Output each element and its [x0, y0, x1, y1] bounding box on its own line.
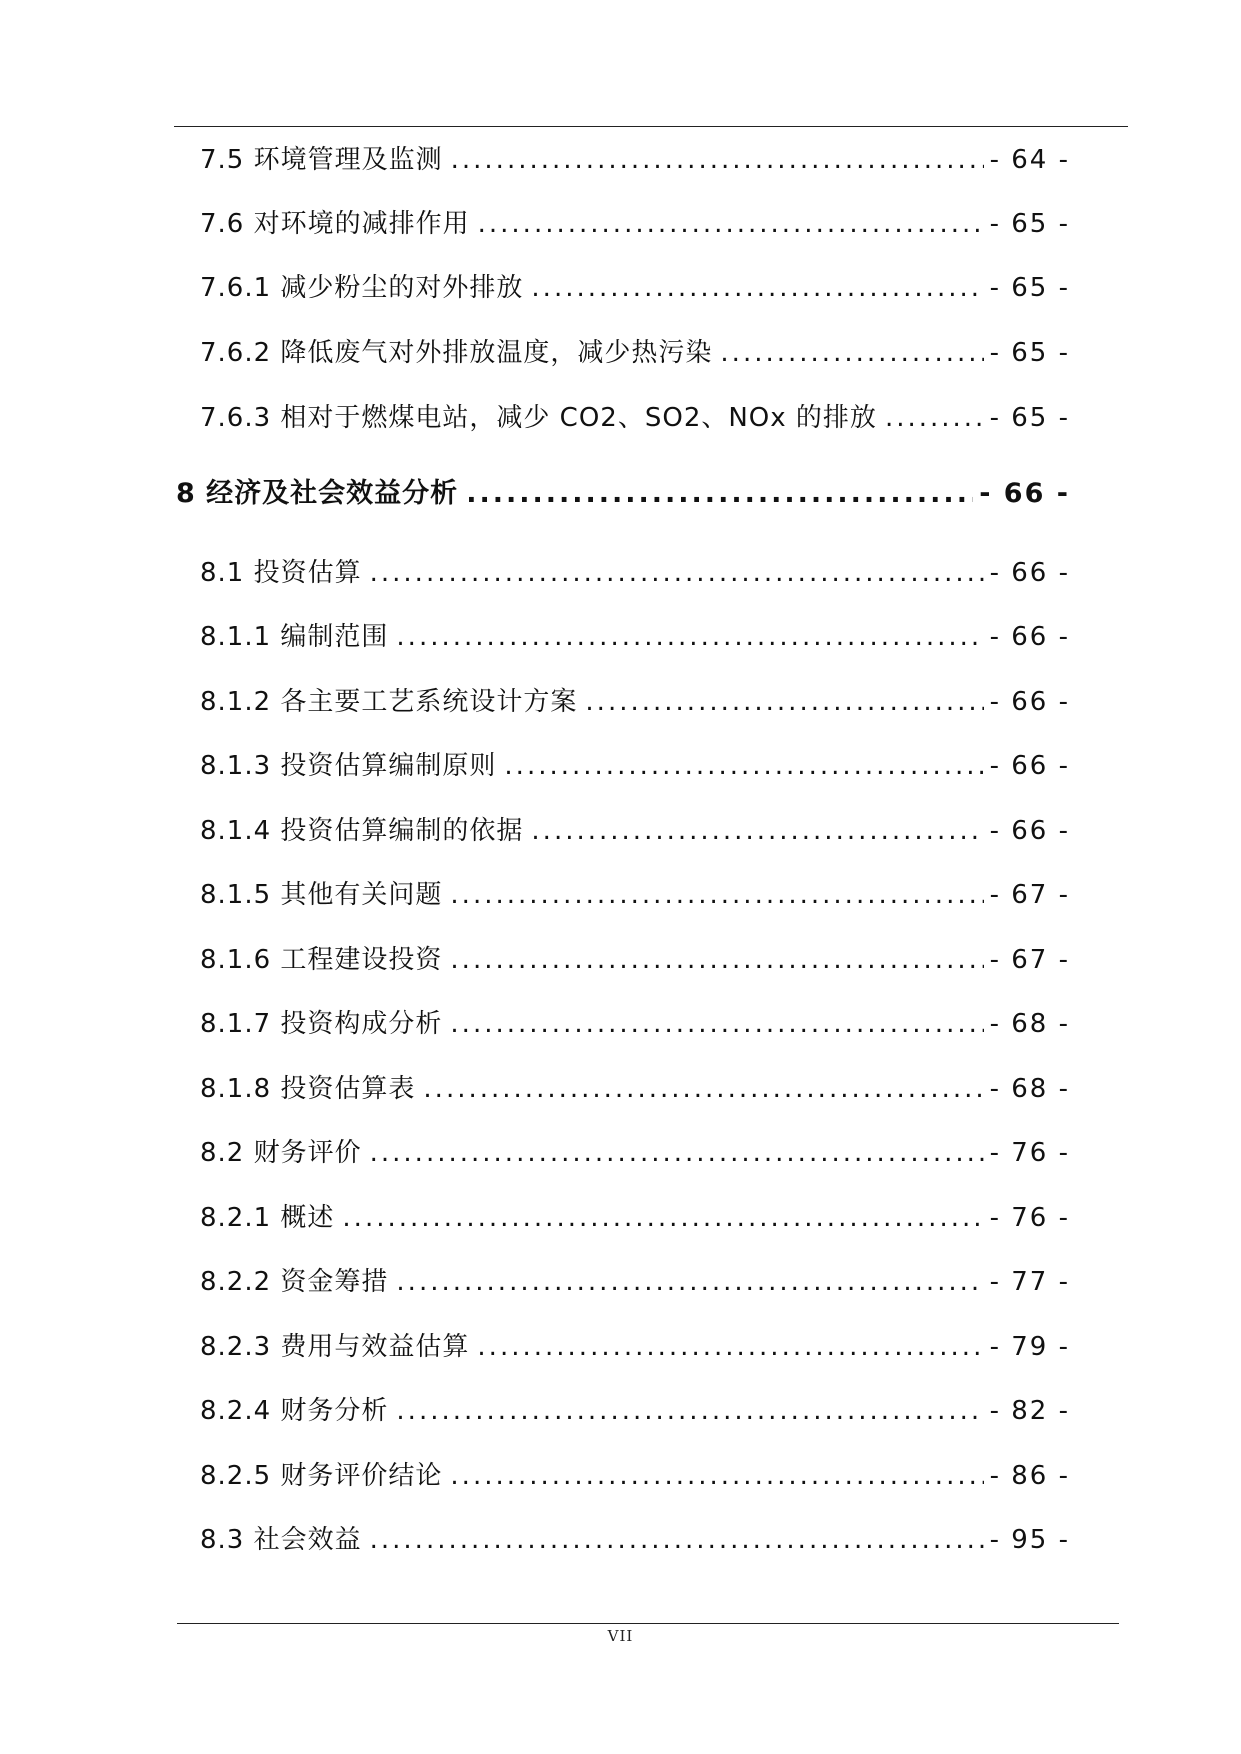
toc-entry[interactable] [200, 335, 1070, 371]
toc-leader-dots [370, 555, 984, 591]
toc-entry-page: - 79 - [989, 1332, 1070, 1362]
toc-entry-title: 8.1.4 投资估算编制的依据 [200, 816, 524, 846]
toc-entry-page: - 65 - [989, 403, 1070, 433]
toc-entry[interactable] [200, 942, 1070, 978]
toc-leader-dots [423, 1071, 983, 1107]
toc-leader-dots [466, 476, 973, 512]
toc-entry-title: 7.6.1 减少粉尘的对外排放 [200, 273, 524, 303]
toc-entry-title: 8.1.1 编制范围 [200, 622, 389, 652]
toc-entry-title: 8.1.2 各主要工艺系统设计方案 [200, 687, 578, 717]
toc-entry-title: 8.1.8 投资估算表 [200, 1074, 416, 1104]
toc-leader-dots [720, 335, 983, 371]
toc-entry-page: - 65 - [989, 338, 1070, 368]
toc-entry-page: - 68 - [989, 1009, 1070, 1039]
toc-entry[interactable] [200, 1071, 1070, 1107]
toc-entry[interactable] [200, 1200, 1070, 1236]
toc-entry-title: 7.6.2 降低废气对外排放温度，减少热污染 [200, 338, 713, 368]
footer-page-number: VII [607, 1627, 634, 1645]
toc-leader-dots [450, 942, 983, 978]
toc-entry-page: - 68 - [989, 1074, 1070, 1104]
toc-entry-page: - 76 - [989, 1138, 1070, 1168]
toc-leader-dots [531, 813, 983, 849]
toc-entry-title: 8.1.3 投资估算编制原则 [200, 751, 497, 781]
toc-entry-title: 8.3 社会效益 [200, 1525, 362, 1555]
toc-leader-dots [477, 1329, 983, 1365]
toc-entry[interactable] [200, 684, 1070, 720]
toc-entry-page: - 67 - [989, 945, 1070, 975]
toc-leader-dots [531, 270, 983, 306]
toc-entry-title: 8.1.5 其他有关问题 [200, 880, 443, 910]
toc-entry[interactable] [200, 142, 1070, 178]
toc-entry-page: - 66 - [989, 622, 1070, 652]
toc-entry-title: 8 经济及社会效益分析 [176, 478, 459, 509]
toc-leader-dots [478, 206, 984, 242]
toc-entry[interactable] [200, 1329, 1070, 1365]
toc-entry-page: - 82 - [989, 1396, 1070, 1426]
toc-entry[interactable] [200, 748, 1070, 784]
toc-entry[interactable] [200, 1264, 1070, 1300]
toc-entry-page: - 76 - [989, 1203, 1070, 1233]
toc-leader-dots [342, 1200, 983, 1236]
toc-entry-title: 8.2.2 资金筹措 [200, 1267, 389, 1297]
toc-entry-title: 8.1.6 工程建设投资 [200, 945, 443, 975]
toc-entry[interactable] [200, 1522, 1070, 1558]
header-rule [174, 126, 1128, 127]
toc-leader-dots [885, 400, 984, 436]
toc-leader-dots [450, 1006, 983, 1042]
toc-entry-title: 7.5 环境管理及监测 [200, 145, 443, 175]
toc-entry[interactable] [200, 1006, 1070, 1042]
toc-leader-dots [504, 748, 983, 784]
toc-entry-page: - 66 - [989, 816, 1070, 846]
toc-entry-page: - 67 - [989, 880, 1070, 910]
toc-entry-title: 7.6 对环境的减排作用 [200, 209, 470, 239]
toc-entry-title: 8.2.4 财务分析 [200, 1396, 389, 1426]
toc-entry-page: - 65 - [989, 209, 1070, 239]
toc-entry[interactable] [200, 555, 1070, 591]
toc-entry-page: - 65 - [989, 273, 1070, 303]
toc-entry-title: 8.1 投资估算 [200, 558, 362, 588]
toc-entry-page: - 66 - [989, 558, 1070, 588]
toc-leader-dots [370, 1522, 984, 1558]
toc-entry[interactable] [200, 1393, 1070, 1429]
toc-entry[interactable] [200, 877, 1070, 913]
toc-leader-dots [370, 1135, 984, 1171]
toc-entry-page: - 77 - [989, 1267, 1070, 1297]
toc-leader-dots [396, 1393, 983, 1429]
toc-leader-dots [396, 619, 983, 655]
toc-entry-title: 8.2.1 概述 [200, 1203, 335, 1233]
toc-entry[interactable] [200, 1458, 1070, 1494]
toc-entry-page: - 66 - [979, 478, 1070, 509]
toc-leader-dots [585, 684, 983, 720]
toc-entry[interactable] [200, 813, 1070, 849]
toc-entry-title: 8.2.3 费用与效益估算 [200, 1332, 470, 1362]
toc-entry[interactable] [200, 1135, 1070, 1171]
toc-entry[interactable] [200, 270, 1070, 306]
toc-entry-title: 8.2 财务评价 [200, 1138, 362, 1168]
toc-entry-title: 8.2.5 财务评价结论 [200, 1461, 443, 1491]
toc-leader-dots [396, 1264, 983, 1300]
footer-rule [177, 1623, 1119, 1624]
toc-entry[interactable] [200, 206, 1070, 242]
toc-entry-page: - 64 - [989, 145, 1070, 175]
toc-leader-dots [450, 1458, 983, 1494]
toc-leader-dots [451, 142, 984, 178]
toc-entry-page: - 95 - [989, 1525, 1070, 1555]
toc-chapter-entry[interactable] [176, 476, 1070, 512]
toc-entry[interactable] [200, 400, 1070, 436]
toc-entry[interactable] [200, 619, 1070, 655]
toc-entry-page: - 66 - [989, 687, 1070, 717]
toc-entry-title: 7.6.3 相对于燃煤电站，减少 CO2、SO2、NOx 的排放 [200, 403, 877, 433]
toc-entry-page: - 86 - [989, 1461, 1070, 1491]
toc-entry-title: 8.1.7 投资构成分析 [200, 1009, 443, 1039]
toc-leader-dots [450, 877, 983, 913]
toc-entry-page: - 66 - [989, 751, 1070, 781]
